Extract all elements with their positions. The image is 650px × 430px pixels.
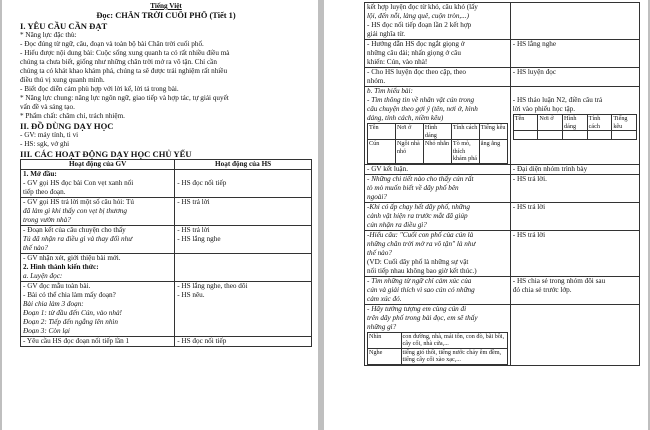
gv-text: trên dãy phố trong bài đọc, em sẽ thấy (367, 313, 478, 322)
gv-text: 1. Mở đầu: (23, 170, 57, 178)
activities-table (20, 159, 312, 347)
gv-text: tò mò muốn biết về dãy phố bên (367, 183, 459, 192)
gv-text: - Tìm thông tin về nhân vật cún trong (367, 96, 475, 104)
lesson-title: Đọc: CHĂN TRỜI CUỐI PHỐ (Tiết 1) (96, 11, 236, 20)
gv-text: ngoài? (367, 192, 387, 201)
gv-text: khiến: Cún, vào nhà! (367, 58, 428, 66)
subject-title: Tiếng Việt (150, 2, 182, 10)
objectives-block (20, 31, 312, 121)
sense-text: con đường, nhà, mái tôn, con đò, bãi bồi, cây cối, nhà cửa,... (401, 332, 507, 348)
sense-text: tiếng gió thổi, tiếng nước chảy êm đềm, tiếng cây cối xào xạc,... (401, 348, 507, 364)
gv-text: những gì? (367, 322, 397, 331)
table-row (21, 198, 312, 226)
gv-text: - GV gọi HS đọc bài Con vẹt xanh nối (23, 179, 134, 187)
table-row (21, 254, 312, 282)
gv-text: (VD: Cuối dãy phố là những sự vật (367, 257, 469, 266)
gv-text: - Yêu cầu HS đọc đoạn nối tiếp lần 1 (23, 337, 130, 345)
materials-line: - GV: máy tính, ti vi (20, 131, 79, 139)
gv-text: cún và giải thích vì sao cún có những (367, 285, 475, 294)
gv-text: những câu dài; nhấn giọng ở câu (367, 49, 461, 57)
gv-text: giải nghĩa từ. (367, 30, 406, 38)
gv-text: tiếp theo đoạn. (23, 188, 66, 196)
grid-cell: Tò mò, thích khám phá (451, 140, 479, 164)
gv-text: lội, đến nỗi, làng quê, cuộn tròn,...) (367, 12, 470, 20)
grid-cell: Ngôi nhà nhỏ (395, 140, 423, 164)
grid-header: Tên (513, 115, 538, 131)
gv-text: -Khi có ấp chạy hết dãy phố, những (367, 202, 470, 211)
objective-line: - Biết đọc diễn cảm phù hợp với lời kể, lời tả trong bài. (20, 85, 179, 93)
grid-header: Tên (368, 124, 396, 140)
hs-text: - HS đọc nối tiếp (177, 337, 227, 345)
table-row (365, 3, 640, 40)
hs-text: - HS lắng nghe (177, 235, 221, 243)
gv-text: thế nào? (367, 248, 392, 257)
gv-text: - Những chi tiết nào cho thấy cún rất (367, 174, 474, 183)
hs-text: - HS chia sẻ trong nhóm đôi sau (512, 276, 606, 285)
objective-line: * Năng lực chung: năng lực ngôn ngữ, giao tiếp và hợp tác, tự giải quyết (20, 94, 229, 102)
table-row (365, 40, 640, 68)
hs-text: - HS trả lời. (512, 174, 547, 183)
info-grid-gv (367, 123, 508, 164)
gv-text: đã làm gì khi thấy con vẹt bị thương (23, 207, 127, 215)
hs-text: - HS lắng nghe, theo dõi (177, 282, 248, 290)
grid-header: Hình dáng (423, 124, 451, 140)
document-page-left (2, 0, 318, 430)
grid-header: Tiếng kêu (612, 115, 637, 131)
table-row (21, 337, 312, 347)
sense-label: Nghe (368, 348, 402, 364)
gv-text: - Hướng dẫn HS đọc ngắt giọng ở (367, 40, 465, 48)
hs-text: - HS trả lời (512, 230, 546, 239)
gv-text: a. Luyện đọc: (23, 272, 63, 280)
hs-text: - HS thảo luận N2, điền câu trả (512, 96, 603, 104)
gv-text: cảm xúc đó. (367, 294, 402, 303)
gv-text: - GV nhận xét, giới thiệu bài mới. (23, 254, 121, 262)
gv-text: - Hãy tưởng tượng em cùng cún đi (367, 304, 467, 313)
table-row (21, 282, 312, 337)
hs-text: - Đại diện nhóm trình bày (512, 164, 588, 173)
section-heading: I. YÊU CẦU CẦN ĐẠT (20, 21, 108, 31)
gv-text: nhóm. (367, 77, 386, 85)
grid-header: Tiếng kêu (479, 124, 507, 140)
objective-line: - Đọc đúng từ ngữ, câu, đoạn và toàn bộ bài Chân trời cuối phố. (20, 40, 204, 48)
objective-line: - Hiểu được nội dung bài: Cuộc sống xung quanh ta có rất nhiều điều mà (20, 49, 230, 57)
gv-text: Bài chia làm 3 đoạn: (23, 300, 84, 308)
gv-text: kết hợp luyện đọc từ khó, câu khó (lấy (367, 3, 478, 11)
gv-text: - GV kết luận. (367, 164, 408, 173)
gv-text: cún nhận ra điều gì? (367, 220, 427, 229)
table-row (365, 230, 640, 276)
hs-text: đó chia sẻ trước lớp. (512, 285, 572, 294)
hs-text: - HS trả lời (177, 198, 210, 206)
gv-text: - Đoạn kết của câu chuyện cho thấy (23, 226, 126, 234)
info-grid-hs (513, 114, 637, 140)
gv-text: b. Tìm hiểu bài: (367, 87, 413, 95)
grid-header: Tính cách (587, 115, 612, 131)
grid-header: Hình dáng (563, 115, 588, 131)
gv-text: Đoạn 3: Còn lại (23, 327, 70, 335)
gv-text: Đoạn 1: từ đầu đến Cún, vào nhà! (23, 309, 122, 317)
hs-text: - HS đọc nối tiếp (177, 179, 227, 187)
gv-text: thế nào? (23, 244, 48, 252)
objective-line: * Phẩm chất: chăm chỉ, trách nhiệm. (20, 112, 125, 120)
grid-header: Tính cách (451, 124, 479, 140)
gv-text: - Tìm những từ ngữ chỉ cảm xúc của (367, 276, 472, 285)
gv-text: cảnh vật hiện ra trước mắt đã giúp (367, 211, 468, 220)
table-row (365, 276, 640, 304)
gv-text: Tú đã nhận ra điều gì và thay đổi như (23, 235, 133, 243)
gv-text: dáng, tính cách, niềm kêu) (367, 114, 444, 122)
materials-line: - HS: sgk, vở ghi (20, 140, 70, 148)
gv-text: nối tiếp nhau không bao giờ kết thúc.) (367, 266, 477, 275)
objective-line: chúng ta chưa biết, giống như những chân trời mở ra vô tận. Chỉ cần (20, 58, 217, 66)
gv-text: - GV gọi HS trả lời một số câu hỏi: Tú (23, 198, 134, 206)
grid-header: Nơi ở (538, 115, 563, 131)
objective-line: chúng ta có khát khao khám phá, chúng ta sẽ được trải nghiệm rất nhiều (20, 67, 228, 75)
table-row (365, 87, 640, 165)
gv-text: - Bài có thể chia làm mấy đoạn? (23, 291, 116, 299)
gv-text: - HS đọc nối tiếp đoạn lần 2 kết hợp (367, 21, 472, 29)
column-header-hs: Hoạt động của HS (175, 160, 312, 170)
table-row (21, 170, 312, 198)
hs-text: - HS lắng nghe (512, 40, 557, 48)
objective-line: * Năng lực đặc thù: (20, 31, 77, 39)
objective-line: vấn đề và sáng tạo. (20, 103, 75, 111)
objective-line: điều thú vị xung quanh mình. (20, 76, 105, 84)
gv-text: 2. Hình thành kiến thức: (23, 263, 99, 271)
sense-label: Nhìn (368, 332, 402, 348)
document-page-right (324, 0, 648, 430)
hs-text: lời vào phiếu học tập. (512, 105, 576, 113)
section-heading: III. CÁC HOẠT ĐỘNG DẠY HỌC CHỦ YẾU (20, 149, 192, 159)
table-row (21, 226, 312, 254)
gv-text: -Hiểu câu: "Cuối con phố của cún là (367, 230, 474, 239)
section-heading: II. ĐỒ DÙNG DẠY HỌC (20, 121, 114, 131)
hs-text: - HS trả lời (512, 202, 546, 211)
gv-text: câu chuyện theo gợi ý (tên, nơi ở, hình (367, 105, 478, 113)
sense-table (367, 332, 508, 365)
gv-text: - GV đọc mẫu toàn bài. (23, 282, 91, 290)
activities-table-continued (364, 2, 640, 366)
hs-text: - HS trả lời (177, 226, 210, 234)
table-row (365, 68, 640, 87)
table-row (365, 164, 640, 174)
gv-text: trong vườn nhà? (23, 216, 71, 224)
gv-text: - Cho HS luyện đọc theo cặp, theo (367, 68, 467, 76)
hs-text: - HS luyện đọc (512, 68, 557, 76)
grid-cell: Nhỏ nhắn (423, 140, 451, 164)
hs-text: - HS nêu. (177, 291, 205, 299)
table-row (365, 202, 640, 230)
gv-text: những chân trời mở ra vô tận" là như (367, 239, 476, 248)
grid-cell: Cún (368, 140, 396, 164)
table-row (365, 174, 640, 202)
grid-header: Nơi ở (395, 124, 423, 140)
gv-text: Đoạn 2: Tiếp đến ngắng lên nhìn (23, 318, 119, 326)
column-header-gv: Hoạt động của GV (21, 160, 175, 170)
table-row (365, 304, 640, 365)
grid-cell: ẳng ẳng (479, 140, 507, 164)
